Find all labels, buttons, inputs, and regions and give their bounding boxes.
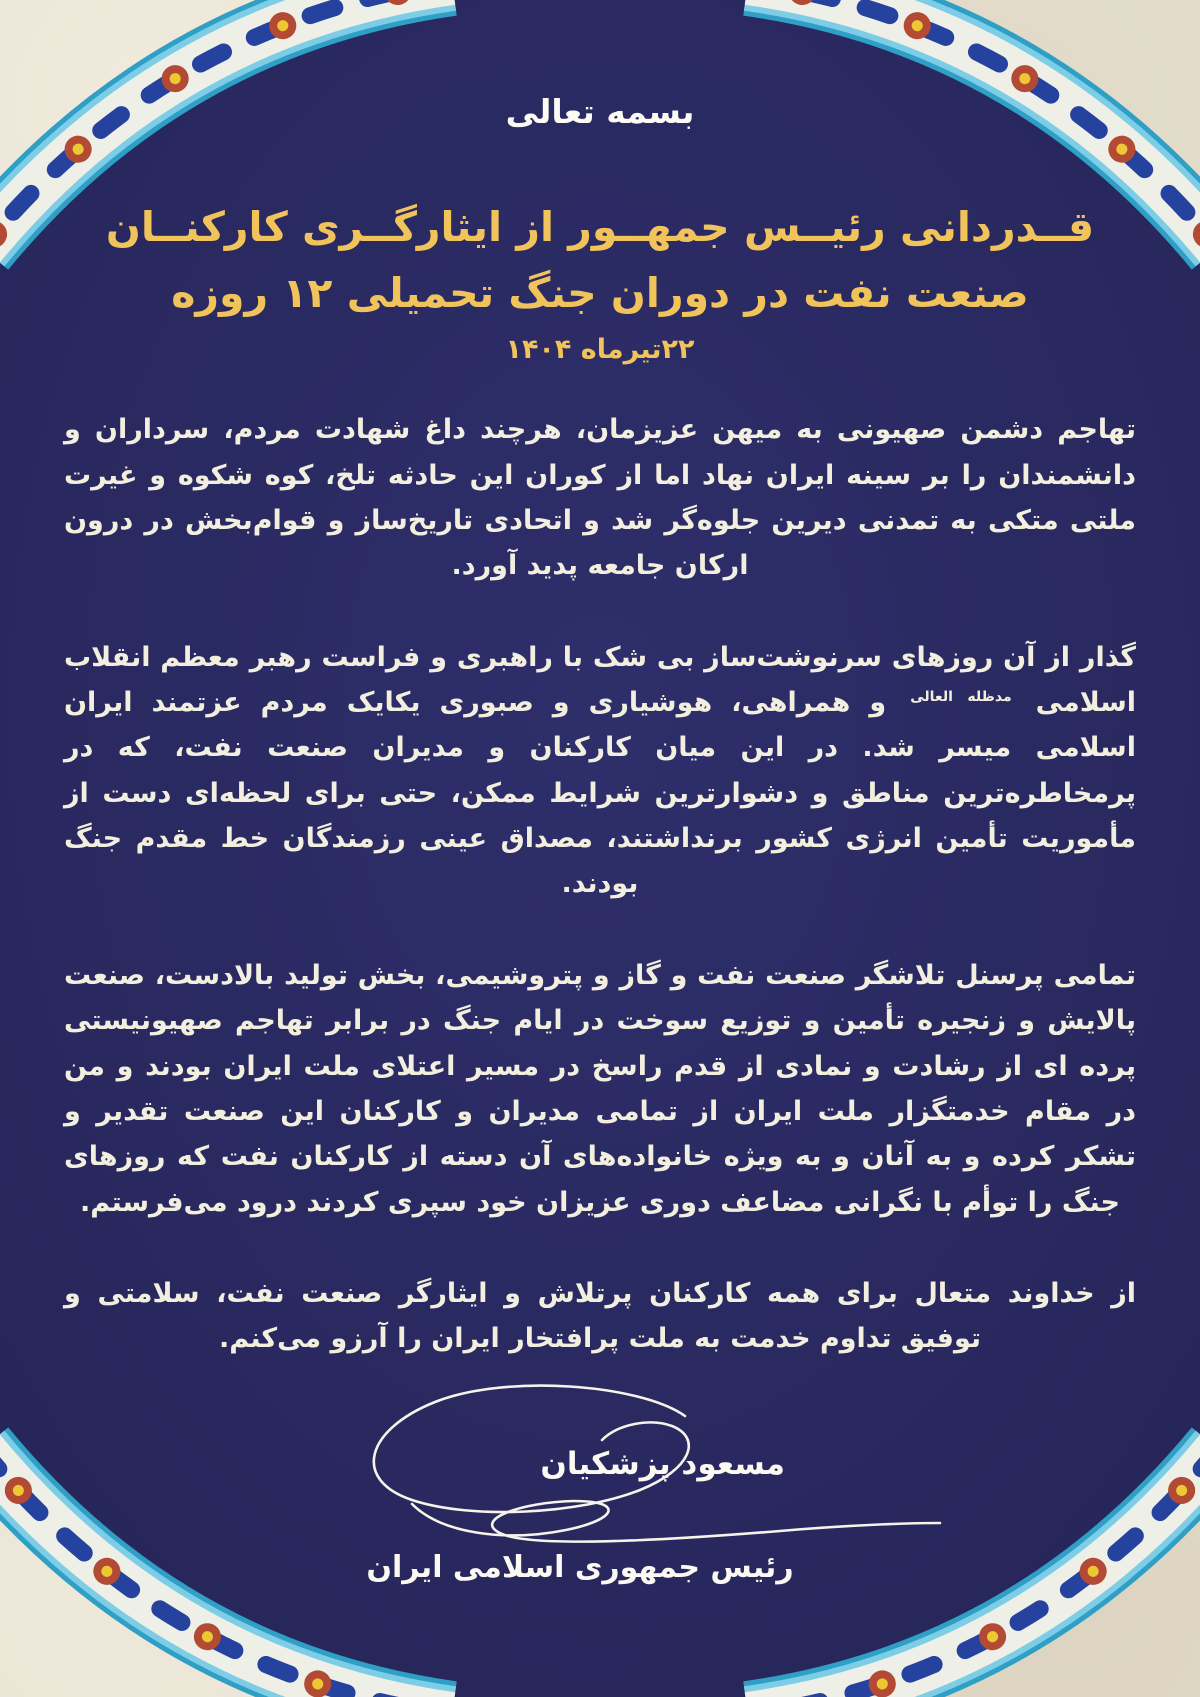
page-title [70,195,1130,326]
paragraph-1: تهاجم دشمن صهیونی به میهن عزیزمان، هرچند داغ شهادت مردم، سرداران و دانشمندان را بر سینه ایران نهاد اما از کوران این حادثه تلخ، کوه شکوه و غیرت ملتی متکی به تمدنی دیرین جلوه‌گر شد و اتحادی تاریخ‌ساز و قوام‌بخش در درون ارکان جامعه پدید آورد. [64,414,1136,582]
page-title-line2: صنعت نفت در دوران جنگ تحمیلی ۱۲ روزه [171,268,1029,317]
letter-date: ۲۲تیرماه ۱۴۰۴ [505,334,695,366]
signature-block [240,1382,960,1622]
paragraph-4: از خداوند متعال برای همه کارکنان پرتلاش و ایثارگر صنعت نفت، سلامتی و توفیق تداوم خدمت به ملت پرافتخار ایران را آرزو می‌کنم. [64,1277,1136,1355]
letter-body [64,407,1136,1361]
paragraph-2-continued: و همراهی، هوشیاری و صبوری یکایک مردم عزتمند ایران اسلامی میسر شد. در این میان کارکنان و مدیران صنعت نفت، که در پرمخاطره‌ترین مناطق و دشوارترین شرایط ممکن، حتی برای لحظه‌ای دست از مأموریت تأمین انرژی کشور برنداشتند، مصداق عینی رزمندگان خط مقدم جنگ بودند. [64,686,1136,900]
paragraph-3: تمامی پرسنل تلاشگر صنعت نفت و گاز و پتروشیمی، بخش تولید بالادست، صنعت پالایش و زنجیره تأمین و توزیع سوخت در ایام جنگ در برابر تهاجم صهیونیستی پرده ای از رشادت و نمادی از قدم راسخ در مسیر اعتلای ملت ایران بودند و من در مقام خدمتگزار ملت ایران از تمامی مدیران و کارکنان این صنعت تقدیر و تشکر کرده و به آنان و به ویژه خانواده‌های آن دسته از کارکنان نفت که روزهای جنگ را توأم با نگرانی مضاعف دوری عزیزان خود سپری کردند درود می‌فرستم. [64,959,1136,1218]
signature-title: رئیس جمهوری اسلامی ایران [366,1550,794,1585]
paragraph-2-text: گذار از آن روزهای سرنوشت‌ساز بی شک با راهبری و فراست رهبر معظم انقلاب اسلامی [64,641,1136,718]
honorific-superscript: مدظله العالی [910,688,1012,705]
signature-name: مسعود پزشکیان [540,1446,785,1482]
page-title-line1: قــدردانی رئیــس جمهــور از ایثارگــری کارکنــان [105,203,1095,251]
paragraph-2 [64,635,1136,907]
bismillah-text: بسمه تعالی [505,92,695,131]
